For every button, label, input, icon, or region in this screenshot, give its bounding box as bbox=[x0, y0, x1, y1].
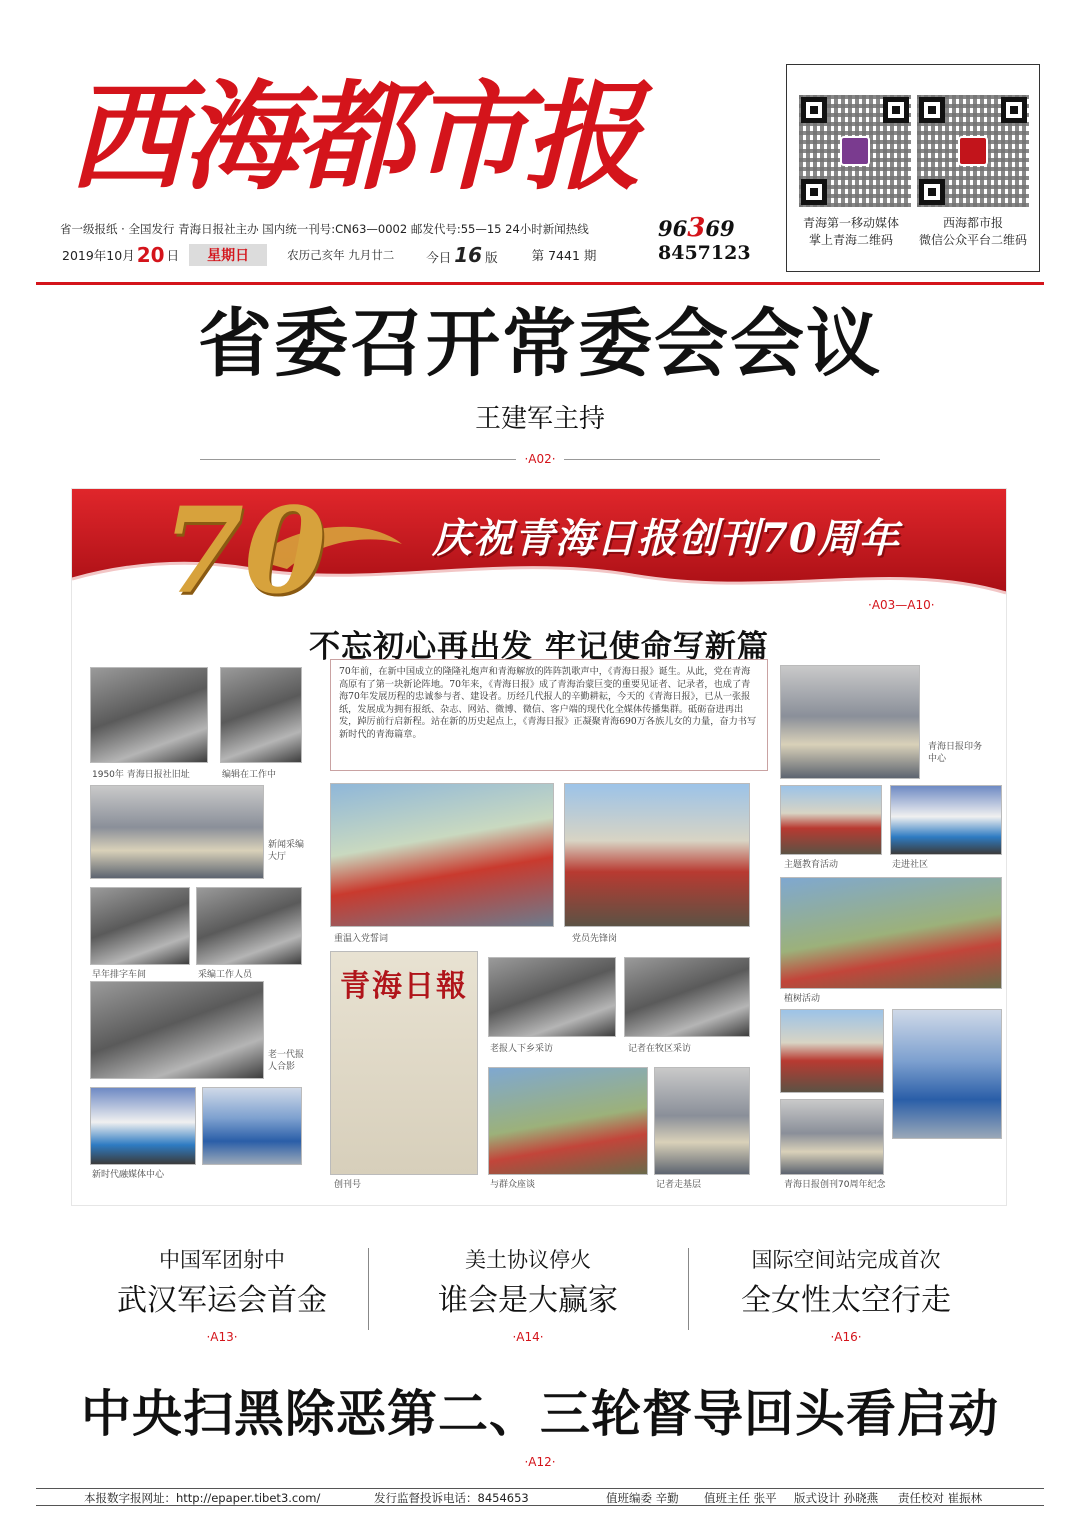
photo-typesetting bbox=[90, 887, 190, 965]
photo-truck bbox=[90, 1087, 196, 1165]
news-hotline: 96369 8457123 bbox=[658, 213, 751, 264]
qr-code-mobile[interactable] bbox=[799, 95, 911, 207]
qr-logo-icon bbox=[840, 136, 870, 166]
photo-banner-group bbox=[892, 1009, 1002, 1139]
bottom-page-ref[interactable]: ·A12· bbox=[0, 1455, 1080, 1469]
photo-printing-press bbox=[780, 665, 920, 779]
lead-page-ref[interactable]: ·A02· bbox=[0, 452, 1080, 466]
feature-intro: 70年前，在新中国成立的隆隆礼炮声和青海解放的阵阵凯歌声中，《青海日报》诞生。从此，党在青海高原有了第一块新论阵地。70年来，《青海日报》成了青海治蒙巨变的重要见证者、记录者，也成了青海70年发展历程的忠诚参与者、建设者。历经几代报人的辛勤耕耘，今天的《青海日报》，已从一张报纸，发展成为拥有报纸、杂志、网站、微博、微信、客户端的现代化全媒体传播集群。砥砺奋进再出发，踔厉前行启新程。站在新的历史起点上，《青海日报》正凝聚青海690万各族儿女的力量，奋力书写新时代的青海篇章。 bbox=[330, 659, 768, 771]
teaser-spacewalk[interactable] bbox=[688, 1246, 1004, 1344]
photo-newsroom bbox=[90, 785, 264, 879]
teaser-page-ref: ·A16· bbox=[830, 1330, 862, 1344]
lead-subhead: 王建军主持 bbox=[474, 404, 605, 434]
feature-title: 不忘初心再出发 牢记使命写新篇 bbox=[309, 629, 769, 665]
photo-field-trip bbox=[488, 957, 616, 1037]
editions-count: 今日 16 版 bbox=[426, 243, 498, 267]
photo-caption: 党员先锋岗 bbox=[572, 934, 618, 944]
photo-caption: 创刊号 bbox=[334, 1180, 362, 1190]
photo-caption: 主题教育活动 bbox=[784, 860, 839, 870]
photo-caption: 老一代报人合影 bbox=[268, 1050, 304, 1072]
qr-caption-wechat: 西海都市报 微信公众平台二维码 bbox=[918, 216, 1027, 247]
teaser-military-games[interactable] bbox=[64, 1246, 380, 1344]
masthead bbox=[60, 62, 740, 212]
teaser-kicker: 中国军团射中 bbox=[159, 1248, 285, 1272]
date-suffix: 日 bbox=[166, 248, 180, 263]
photo-caption: 老报人下乡采访 bbox=[490, 1044, 554, 1054]
teaser-headline: 武汉军运会首金 bbox=[117, 1283, 327, 1318]
footer-duty-director: 值班主任 张平 bbox=[704, 1491, 777, 1505]
photo-caption: 与群众座谈 bbox=[490, 1180, 536, 1190]
photo-media-center bbox=[202, 1087, 302, 1165]
lead-headline[interactable]: 省委召开常委会会议 bbox=[198, 301, 882, 387]
photo-party-flag bbox=[564, 783, 750, 927]
banner-title: 庆祝青海日报创刊70周年 bbox=[432, 515, 900, 562]
photo-caption: 植树活动 bbox=[784, 994, 821, 1004]
photo-readers bbox=[780, 1009, 884, 1093]
photo-caption: 1950年 青海日报社旧址 bbox=[92, 770, 190, 780]
anniversary-feature[interactable] bbox=[72, 489, 1006, 1205]
footer-layout-design: 版式设计 孙晓燕 bbox=[794, 1491, 879, 1505]
photo-tree-planting bbox=[780, 877, 1002, 989]
photo-caption: 记者在牧区采访 bbox=[628, 1044, 692, 1054]
teaser-page-ref: ·A14· bbox=[512, 1330, 544, 1344]
masthead-divider bbox=[36, 282, 1044, 285]
first-issue-masthead: 青海日報 bbox=[340, 969, 468, 1004]
qr-logo-icon bbox=[958, 136, 988, 166]
teaser-ceasefire[interactable] bbox=[370, 1246, 686, 1344]
footer-duty-editor: 值班编委 辛勤 bbox=[606, 1491, 679, 1505]
feature-page-ref[interactable]: ·A03—A10· bbox=[868, 598, 935, 612]
photo-caption: 新闻采编大厅 bbox=[268, 840, 304, 862]
date-prefix: 2019年10月 bbox=[62, 248, 135, 263]
photo-caption: 走进社区 bbox=[892, 860, 929, 870]
photo-old-office bbox=[90, 667, 208, 763]
photo-editor bbox=[220, 667, 302, 763]
photo-caption: 采编工作人员 bbox=[198, 970, 253, 980]
weekday-badge: 星期日 bbox=[189, 244, 267, 266]
teaser-page-ref: ·A13· bbox=[206, 1330, 238, 1344]
photo-staff bbox=[196, 887, 302, 965]
lunar-date: 农历己亥年 九月廿二 bbox=[287, 248, 395, 262]
photo-group bbox=[90, 981, 264, 1079]
photo-caption: 重温入党誓词 bbox=[334, 934, 389, 944]
photo-caption: 青海日报创刊70周年纪念 bbox=[784, 1180, 886, 1190]
issue-info bbox=[62, 244, 596, 266]
footer-bar bbox=[36, 1488, 1044, 1506]
qr-caption-mobile: 青海第一移动媒体 掌上青海二维码 bbox=[802, 216, 899, 247]
teaser-divider bbox=[368, 1248, 369, 1330]
publication-info: 省一级报纸 · 全国发行 青海日报社主办 国内统一刊号:CN63—0002 邮发代号:55—15 24小时新闻热线 bbox=[60, 222, 589, 236]
newspaper-title: 西海都市报 bbox=[68, 67, 639, 206]
photo-seminar bbox=[488, 1067, 648, 1175]
photo-community bbox=[890, 785, 1002, 855]
bottom-headline[interactable]: 中央扫黑除恶第二、三轮督导回头看启动 bbox=[81, 1385, 999, 1443]
photo-exhibition bbox=[780, 1099, 884, 1175]
qr-code-wechat[interactable] bbox=[917, 95, 1029, 207]
photo-activity bbox=[780, 785, 882, 855]
footer-epaper-url[interactable]: 本报数字报网址：http://epaper.tibet3.com/ bbox=[84, 1491, 321, 1505]
seventy-emblem: 70 bbox=[162, 489, 327, 620]
teaser-headline: 全女性太空行走 bbox=[741, 1283, 951, 1318]
photo-caption: 青海日报印务中心 bbox=[928, 742, 983, 764]
teaser-headline: 谁会是大赢家 bbox=[438, 1283, 618, 1318]
photo-caption: 新时代融媒体中心 bbox=[92, 1170, 165, 1180]
photo-pastoral bbox=[624, 957, 750, 1037]
photo-caption: 编辑在工作中 bbox=[222, 770, 277, 780]
teaser-kicker: 国际空间站完成首次 bbox=[751, 1248, 941, 1272]
issue-number: 第 7441 期 bbox=[531, 248, 597, 263]
footer-proofreader: 责任校对 崔振林 bbox=[898, 1491, 983, 1505]
photo-caption: 记者走基层 bbox=[656, 1180, 702, 1190]
teaser-kicker: 美土协议停火 bbox=[465, 1248, 591, 1272]
photo-caption: 早年排字车间 bbox=[92, 970, 147, 980]
qr-code-panel bbox=[786, 64, 1040, 272]
date-day: 20 bbox=[136, 243, 165, 267]
photo-red-monument bbox=[330, 783, 554, 927]
photo-grassroots bbox=[654, 1067, 750, 1175]
footer-complaint-phone: 发行监督投诉电话：8454653 bbox=[374, 1491, 529, 1505]
